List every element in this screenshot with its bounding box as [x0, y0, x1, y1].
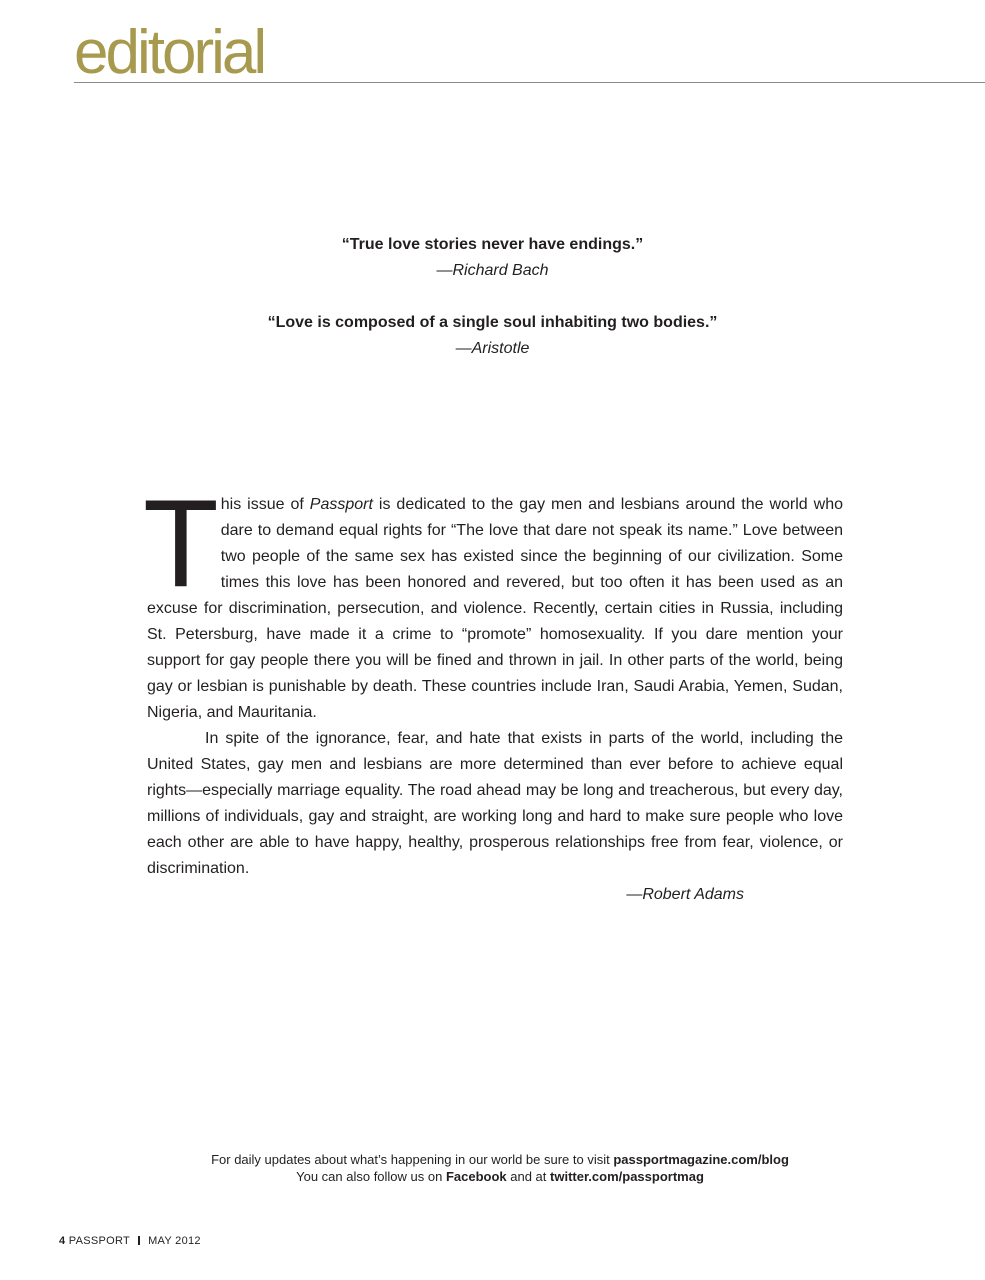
quote-author: —Aristotle: [455, 340, 530, 357]
title-divider: [74, 82, 985, 83]
footer-text: and at: [506, 1169, 551, 1184]
quote-text: “Love is composed of a single soul inhabiting two bodies.”: [267, 314, 718, 331]
footer-note: [0, 1151, 985, 1185]
epigraph-quotes: [0, 232, 985, 388]
blog-link[interactable]: passportmagazine.com/blog: [613, 1152, 789, 1167]
footer-line: [0, 1168, 985, 1185]
author-signature: —Robert Adams: [626, 886, 744, 903]
folio-separator: [138, 1236, 140, 1245]
magazine-name: Passport: [309, 496, 373, 513]
footer-line: [0, 1151, 985, 1168]
paragraph-body: is dedicated to the gay men and lesbians around the world who dare to demand equal rights for “The love that dare not speak its name.” Love between two people of the same sex has existed since the beginning of our civilization. Some times this love has been honored and revered, but too often it has been used as an excuse for discrimination, persecution, and violence. Recently, certain cities in Russia, including St. Petersburg, have made it a crime to “promote” homosexuality. If you dare mention your support for gay people there you will be fined and thrown in jail. In other parts of the world, being gay or lesbian is punishable by death. These countries include Iran, Saudi Arabia, Yemen, Sudan, Nigeria, and Mauritania.: [147, 496, 844, 721]
quote: [0, 232, 985, 284]
paragraph-lead: his issue of: [220, 496, 310, 513]
quote: [0, 310, 985, 362]
quote-text: “True love stories never have endings.”: [341, 236, 644, 253]
page-number: 4: [59, 1235, 66, 1247]
magazine-label: PASSPORT: [68, 1235, 131, 1247]
drop-cap: T: [143, 475, 219, 613]
section-title: editorial: [74, 18, 265, 87]
article-paragraph: [143, 475, 844, 726]
facebook-link[interactable]: Facebook: [445, 1169, 507, 1184]
twitter-link[interactable]: twitter.com/passportmag: [550, 1169, 704, 1184]
page-folio: [59, 1234, 201, 1248]
article-paragraph: In spite of the ignorance, fear, and hate that exists in parts of the world, including the United States, gay men and lesbians are more determined than ever before to achieve equal rights—especially marriage equality. The road ahead may be long and treacherous, but every day, millions of individuals, gay and straight, are working long and hard to make sure people who love each other are able to have happy, healthy, prosperous relationships free from fear, violence, or discrimination.: [147, 730, 843, 877]
quote-author: —Richard Bach: [436, 262, 549, 279]
footer-text: You can also follow us on: [296, 1169, 446, 1184]
issue-date: MAY 2012: [148, 1235, 201, 1247]
editorial-article: [143, 475, 844, 908]
footer-text: For daily updates about what’s happening in our world be sure to visit: [211, 1152, 614, 1167]
